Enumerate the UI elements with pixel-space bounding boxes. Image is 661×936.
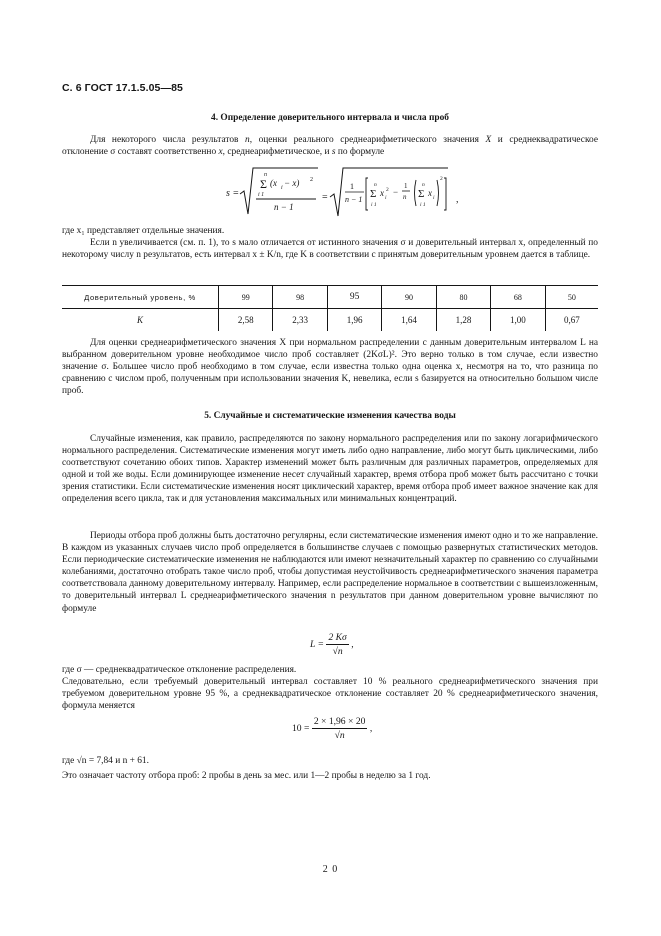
formula-comma: , [456,194,459,205]
inner-sum-lower-2: i 1 [420,202,426,208]
x-squared-exp: 2 [386,187,389,193]
std-dev-formula [226,164,466,222]
table-row-label: K [62,309,219,332]
table-cell: 1,96 [327,309,381,332]
table-cell: 99 [219,286,273,309]
table-cell: 80 [436,286,490,309]
section-5-paragraph-3: где σ — среднеквадратическое отклонение распределения. [62,665,297,675]
section-5-paragraph-4: Следовательно, если требуемый доверительный интервал составляет 10 % реального среднеарифметического значения при требуемом доверительном уровне 95 %, а среднеквадратическое отклонение составляет 20 % среднеарифметического значения, формула меняется [62,677,598,712]
table-header-row [62,286,598,309]
table-cell: 0,67 [563,315,580,325]
formula-lhs: s = [226,188,240,199]
section-5-paragraph-6: Это означает частоту отбора проб: 2 пробы в день за мес. или 1—2 пробы в неделю за 1 год. [62,771,431,781]
inner-sum-1: Σ [370,188,377,200]
x-squared-sub: i [385,195,387,201]
table-cell: 50 [545,286,598,309]
section-5-paragraph-2: Периоды отбора проб должны быть достаточно регулярны, если систематические изменения имеют одно и то же направление. В каждом из указанных случаев число проб определяется в большинстве случаев с помощью развернутых статистических методов. Если периодические систематические изменения не наблюдаются или имеют незначительный характер по сравнению со случайными колебаниями, достаточно отобрать такое число проб, чтобы допустимая неустойчивость среднеарифметического значения параметра соответствовала данному доверительному интервалу. Например, если распределение нормальное в соответствии с вышеизложенным, то доверительный интервал L среднеарифметического значения n результатов при данном доверительном уровне вычисляют по формуле [62,531,598,614]
sample-count-comma: , [369,723,373,734]
table-cell: 68 [491,286,545,309]
inner-sum-lower-1: i 1 [371,202,377,208]
sum-symbol: Σ [260,177,267,191]
section-4-paragraph-3: Если n увеличивается (см. п. 1), то s мало отличается от истинного значения σ и доверительный интервал x, определенный по некоторому числу n результатов, есть интервал x ± K/n, где K в соответствии с принятым доверительным уровнем дается в таблице. [62,238,598,261]
sample-count-denominator: √n [334,730,345,741]
first-denominator: n − 1 [274,202,294,212]
running-title: С. 6 ГОСТ 17.1.5.05—85 [62,82,183,94]
formula-equals: = [322,192,328,203]
inner-sum-2: Σ [418,188,425,200]
one-over-n-numerator: 1 [404,182,408,190]
sample-count-numerator: 2 × 1,96 × 20 [313,716,366,727]
table-header-label: Доверительный уровень, % [62,286,219,309]
interval-formula [310,632,354,657]
interval-formula-lhs: L = [310,639,325,650]
table-cell: 95 [327,286,381,309]
x-sum: x [428,188,432,198]
interval-formula-denominator: √n [332,646,343,657]
interval-formula-fraction [326,632,348,657]
section-5-heading: 5. Случайные и систематические изменения качества воды [204,411,456,421]
x-squared: x [380,188,384,198]
sample-count-formula [292,716,372,741]
sum-upper-limit: n [264,172,267,178]
sum-lower-limit: i 1 [258,192,265,198]
section-4-heading: 4. Определение доверительного интервала и числа проб [211,113,449,123]
confidence-level-table [62,285,598,331]
inner-sum-upper-2: n [422,182,425,188]
inner-minus: − [393,187,399,197]
one-numerator: 1 [350,182,354,191]
table-cell: 1,64 [382,309,436,332]
one-over-n-denominator: n [403,193,407,201]
page-number: 2 0 [322,864,339,875]
second-denominator: n − 1 [345,195,363,204]
sample-count-fraction [312,716,368,741]
section-5-paragraph-5: где √n = 7,84 и n + 61. [62,756,149,766]
table-cell: 2,33 [273,309,327,332]
section-5-paragraph-1: Случайные изменения, как правило, распределяются по закону нормального распределения или по закону логарифмического нормального распределения. Систематические изменения могут иметь либо одно направление, либо могут быть циклическими, либо соответствуют сочетанию обоих типов. Характер изменений может быть различным для различных параметров, определяемых для одной и той же воды. Если доминирующее изменение несет случайный характер, время отбора проб может быть рассчитано с точки зрения статистики. Если систематические изменения носят циклический характер, время отбора проб имеет важное значение как для определения всего цикла, так и для установления максимальных или минимальных концентраций. [62,434,598,505]
outer-square: 2 [440,176,443,182]
sample-count-lhs: 10 = [292,723,310,734]
term-rest: − x) [284,178,300,188]
table-cell: 98 [273,286,327,309]
section-4-paragraph-1: Для некоторого числа результатов n, оценки реального среднеарифметического значения X и среднеквадратическое отклонение σ составят соответственно x, среднеарифметическое, и s по формуле [62,135,599,158]
x-sum-sub: i [433,195,435,201]
term-x: (x [270,178,277,188]
table-cell: 1,00 [491,309,545,332]
table-cell: 2,58 [219,309,273,332]
interval-formula-comma: , [351,639,354,650]
term-x-sub: i [281,185,283,191]
inner-sum-upper-1: n [374,182,377,188]
term-square: 2 [310,177,313,183]
table-cell: 90 [382,286,436,309]
section-4-paragraph-4: Для оценки среднеарифметического значения X при нормальном распределении с данным доверительным интервалом L на выбранном доверительном уровне необходимое число проб составляет (2KσL)². Это верно только в том случае, если известно значение σ. Большее число проб необходимо в том случае, если известна только одна оценка x, несмотря на то, что разница по сравнению с числом проб, полученным при использовании значения K, невелика, если s базируется на относительно большом числе проб. [62,338,598,397]
table-row [62,309,598,332]
interval-formula-numerator: 2 Kσ [328,632,347,643]
section-4-paragraph-2: где x₁ представляет отдельные значения. [62,226,225,236]
table-cell: 1,28 [436,309,490,332]
